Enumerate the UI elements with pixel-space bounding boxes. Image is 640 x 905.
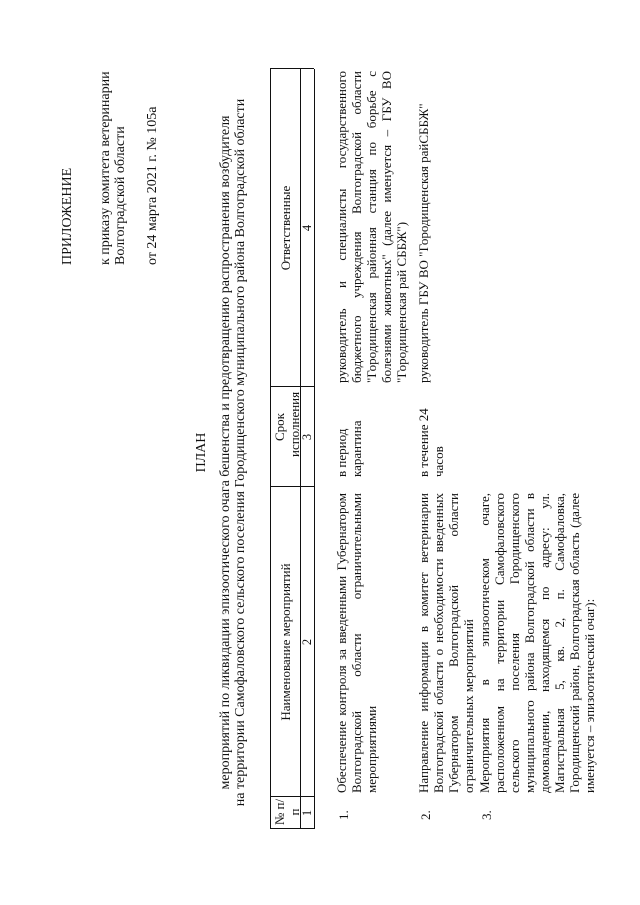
row-3-name: Мероприятия в эпизоотическом очаге, расположенном на территории Самофаловского сельского поселения Городищенского муниципального района Волгоградской области в домовладении, находящемся по адресу: ул. Магистральная 5, кв. 2, п. Самофаловка, Городищенский район, Волгоградская область (далее именуется – эпизоотический очаг):: [477, 493, 597, 793]
row-2-num: 2.: [418, 810, 433, 820]
row-1-term: в период карантина: [334, 420, 364, 477]
appendix-title: ПРИЛОЖЕНИЕ: [60, 167, 75, 265]
row-1-num: 1.: [336, 810, 351, 820]
row-3-num: 3.: [479, 810, 494, 820]
row-1-name: Обеспечение контроля за введенными Губернатором Волгоградской области ограничительными мероприятиями: [334, 493, 379, 793]
col-number-4: 4: [300, 224, 314, 232]
order-line-1: к приказу комитета ветеринарии: [98, 71, 113, 265]
col-number-3: 3: [300, 433, 314, 441]
table-top-border: [270, 69, 271, 829]
plan-title: ПЛАН: [194, 432, 209, 473]
plan-subtitle-2: на территории Самофаловского сельского поселения Городищенского муниципального района Волгоградской области: [233, 98, 248, 807]
order-line-2: Волгоградской области: [113, 126, 128, 265]
row-2-term: в течение 24 часов: [416, 408, 446, 477]
row-2-name: Направление информации в комитет ветеринарии Волгоградской области о необходимости введенных Губернатором Волгоградской области ограничительных мероприятий: [416, 493, 476, 793]
header-num: № п/п: [272, 798, 302, 826]
row-1-resp: руководитель и специалисты государственного бюджетного учреждения Волгоградской области "Городищенская районная станция по борьбе с болезнями животных" (далее именуется – ГБУ ВО "Городищенская рай СББЖ"): [334, 71, 409, 383]
table-number-row-divider: [314, 69, 315, 829]
order-date: от 24 марта 2021 г. № 105а: [145, 106, 160, 265]
col-number-1: 1: [300, 809, 314, 817]
plan-subtitle-1: мероприятий по ликвидации эпизоотического очага бешенства и предотвращению распространения возбудителя: [218, 115, 233, 790]
header-resp: Ответственные: [278, 185, 293, 271]
header-name: Наименование мероприятий: [278, 563, 293, 721]
header-term: Срок исполнения: [272, 391, 302, 457]
row-2-resp: руководитель ГБУ ВО "Городищенская райСББЖ": [416, 103, 431, 383]
col-number-2: 2: [300, 638, 314, 646]
